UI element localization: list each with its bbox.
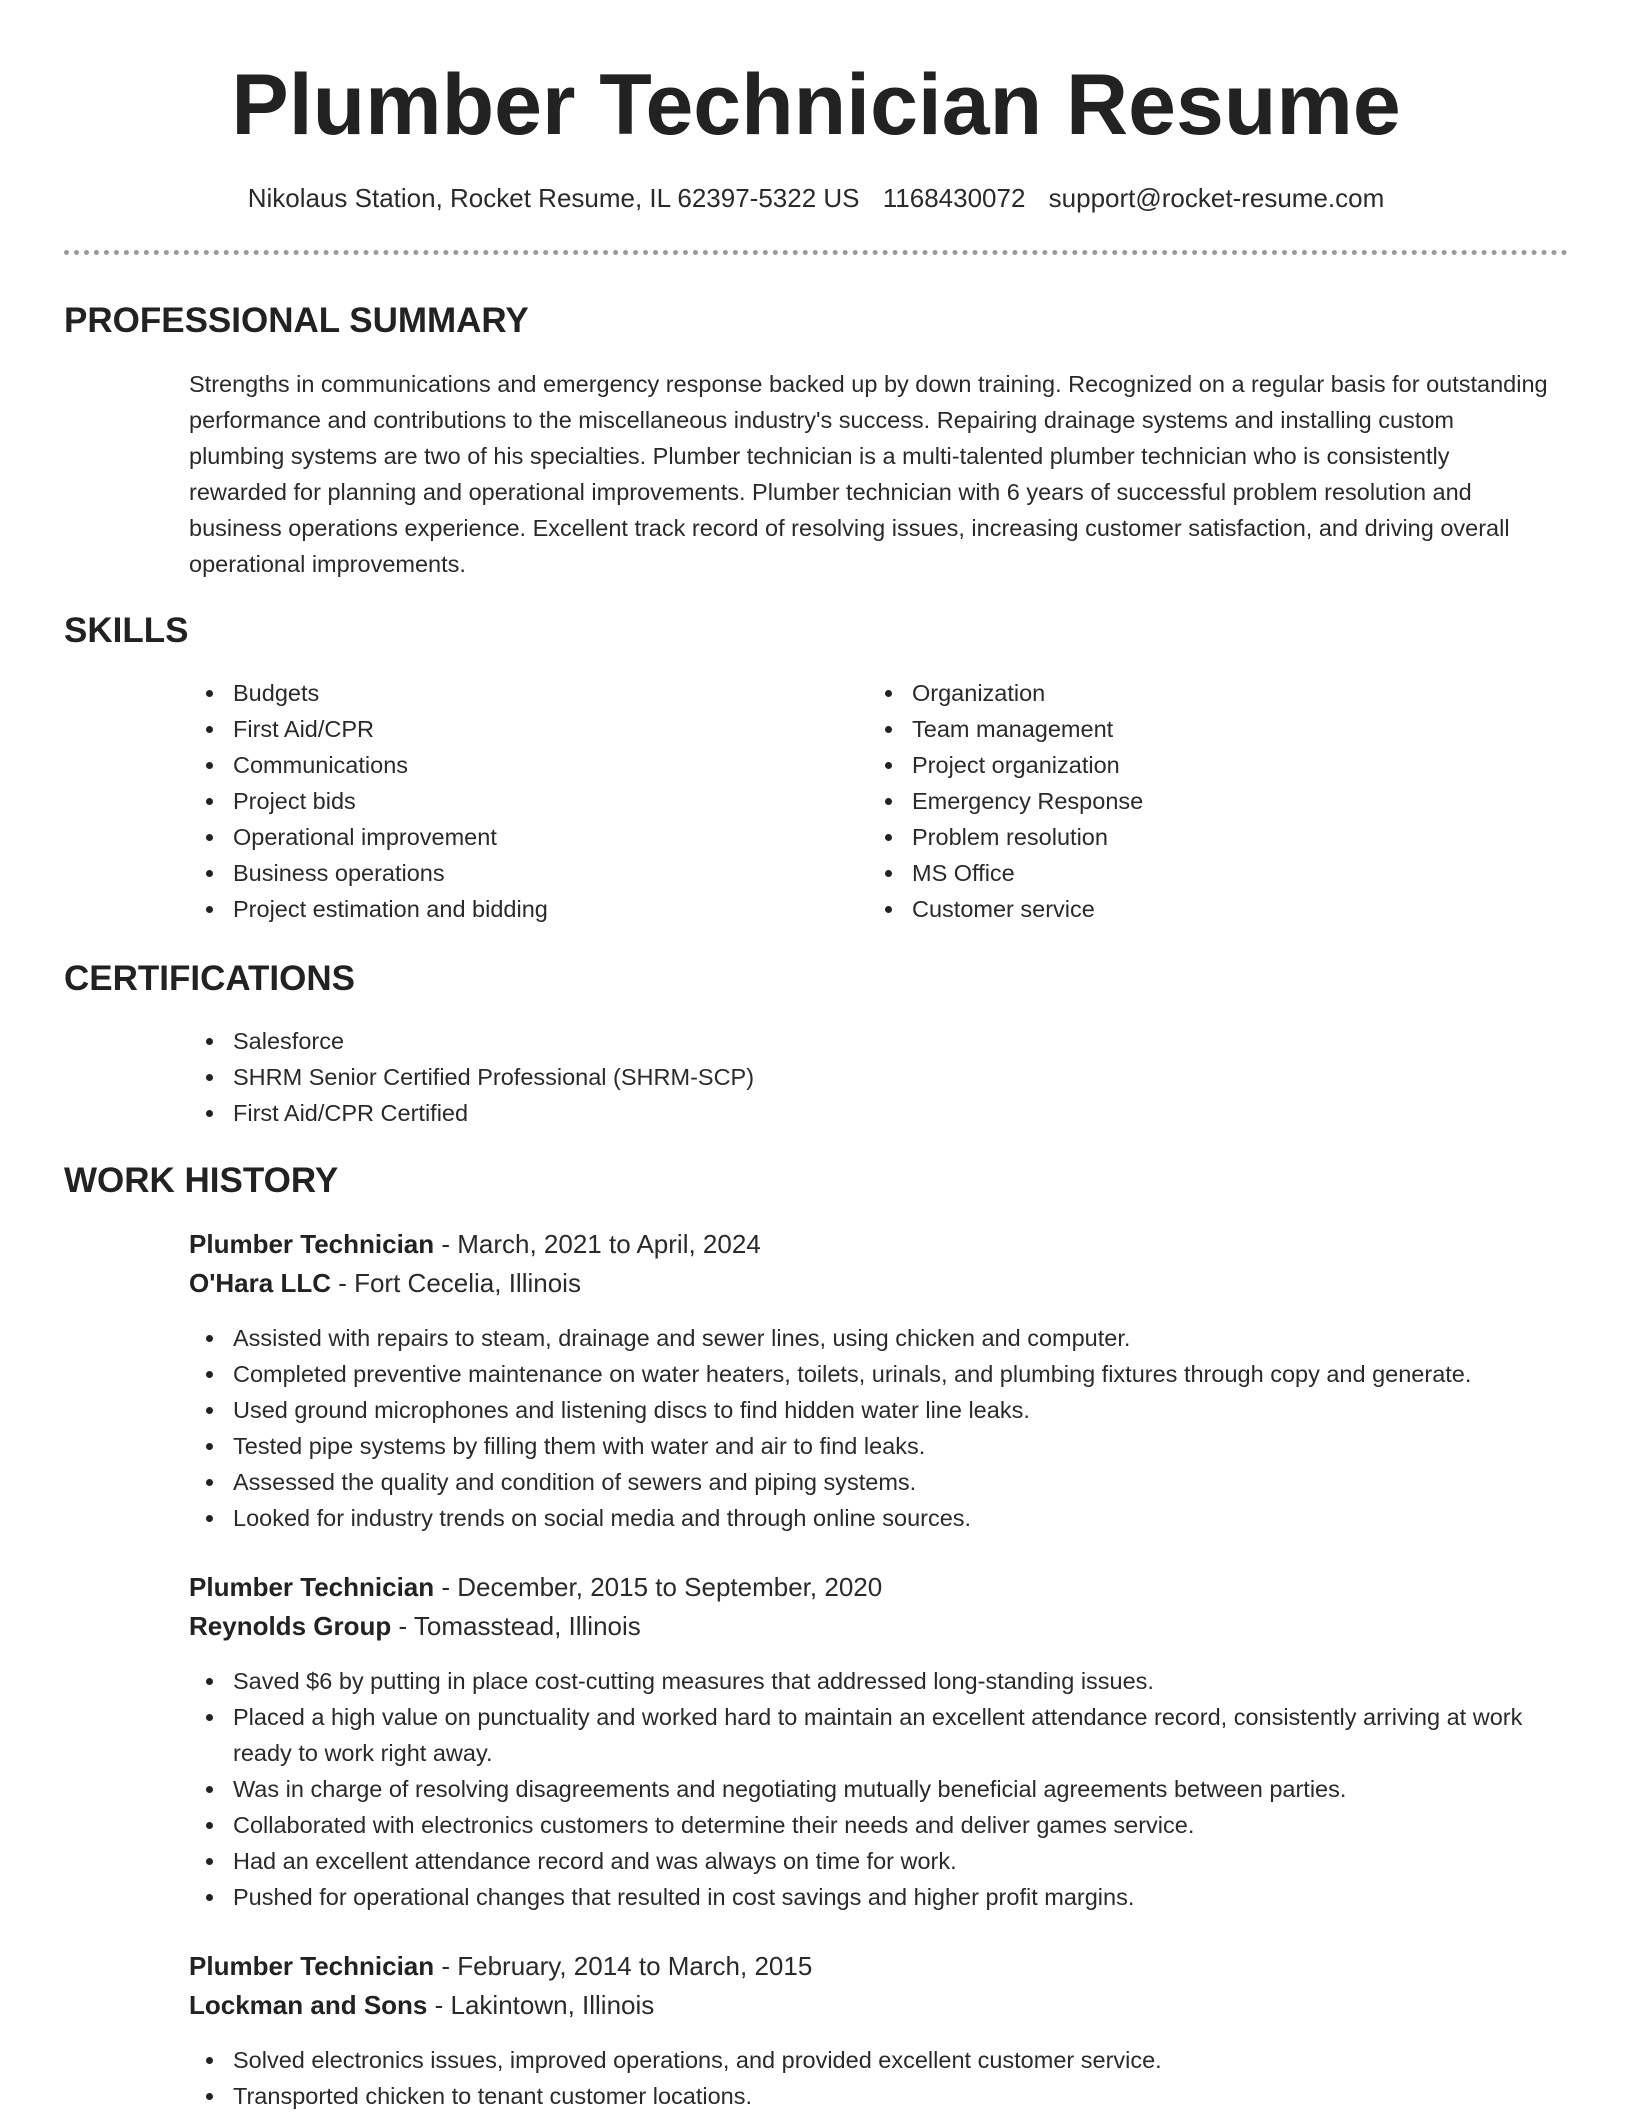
job-bullets — [189, 1663, 1559, 1915]
job-bullets — [189, 1320, 1589, 1536]
job-location: - Tomasstead, Illinois — [391, 1611, 641, 1641]
job-bullet: Placed a high value on punctuality and worked hard to maintain an excellent attendance record, consistently arriving at work ready to work right away. — [189, 1699, 1559, 1771]
job-bullet: Solved electronics issues, improved operations, and provided excellent customer service. — [189, 2042, 1589, 2078]
skill-item: Customer service — [868, 891, 1468, 927]
skill-item: Project bids — [189, 783, 789, 819]
skill-item: Project estimation and bidding — [189, 891, 789, 927]
job-company: Reynolds Group — [189, 1611, 392, 1641]
job-location: - Lakintown, Illinois — [427, 1990, 655, 2020]
skill-item: First Aid/CPR — [189, 711, 789, 747]
job-bullet: Looked for industry trends on social media and through online sources. — [189, 1500, 1589, 1536]
skill-item: Budgets — [189, 675, 789, 711]
job-bullets — [189, 2042, 1589, 2112]
skill-item: MS Office — [868, 855, 1468, 891]
skills-list-left — [189, 675, 789, 927]
job-location: - Fort Cecelia, Illinois — [330, 1268, 581, 1298]
skill-item: Emergency Response — [868, 783, 1468, 819]
job-title-line — [189, 1568, 882, 1606]
contact-line — [0, 180, 1632, 216]
skill-item: Project organization — [868, 747, 1468, 783]
job-bullet: Used ground microphones and listening discs to find hidden water line leaks. — [189, 1392, 1589, 1428]
resume-title: Plumber Technician Resume — [231, 57, 1401, 153]
skill-item: Team management — [868, 711, 1468, 747]
header-divider — [64, 250, 1568, 255]
job-bullet: Completed preventive maintenance on water heaters, toilets, urinals, and plumbing fixtures through copy and generate. — [189, 1356, 1589, 1392]
job-title-line — [189, 1225, 761, 1263]
job-title: Plumber Technician — [189, 1229, 435, 1259]
job-bullet: Assisted with repairs to steam, drainage and sewer lines, using chicken and computer. — [189, 1320, 1589, 1356]
job-bullet: Assessed the quality and condition of sewers and piping systems. — [189, 1464, 1589, 1500]
skills-heading: SKILLS — [64, 611, 189, 650]
job-title: Plumber Technician — [189, 1951, 435, 1981]
job-bullet: Tested pipe systems by filling them with water and air to find leaks. — [189, 1428, 1589, 1464]
job-company: O'Hara LLC — [189, 1268, 331, 1298]
certification-item: Salesforce — [189, 1023, 1549, 1059]
job-bullet: Had an excellent attendance record and was always on time for work. — [189, 1843, 1559, 1879]
contact-phone: 1168430072 — [882, 183, 1026, 213]
contact-address: Nikolaus Station, Rocket Resume, IL 62397-5322 US — [247, 183, 860, 213]
skills-list-right — [868, 675, 1468, 927]
job-company-line — [189, 1607, 641, 1645]
job-title: Plumber Technician — [189, 1572, 435, 1602]
summary-heading: PROFESSIONAL SUMMARY — [64, 301, 529, 340]
job-company-line — [189, 1264, 581, 1302]
job-bullet: Collaborated with electronics customers to determine their needs and deliver games service. — [189, 1807, 1559, 1843]
job-company-line — [189, 1986, 654, 2024]
job-dates: - December, 2015 to September, 2020 — [434, 1572, 883, 1602]
job-dates: - March, 2021 to April, 2024 — [434, 1229, 761, 1259]
job-company: Lockman and Sons — [189, 1990, 428, 2020]
certification-item: First Aid/CPR Certified — [189, 1095, 1549, 1131]
work-history-heading: WORK HISTORY — [64, 1161, 339, 1200]
skill-item: Communications — [189, 747, 789, 783]
skill-item: Operational improvement — [189, 819, 789, 855]
job-bullet: Pushed for operational changes that resulted in cost savings and higher profit margins. — [189, 1879, 1559, 1915]
skill-item: Organization — [868, 675, 1468, 711]
job-dates: - February, 2014 to March, 2015 — [434, 1951, 813, 1981]
skill-item: Problem resolution — [868, 819, 1468, 855]
certifications-heading: CERTIFICATIONS — [64, 959, 356, 998]
job-title-line — [189, 1947, 812, 1985]
job-bullet: Was in charge of resolving disagreements and negotiating mutually beneficial agreements between parties. — [189, 1771, 1559, 1807]
certifications-list — [189, 1023, 1549, 1131]
contact-email: support@rocket-resume.com — [1048, 183, 1385, 213]
job-bullet: Saved $6 by putting in place cost-cutting measures that addressed long-standing issues. — [189, 1663, 1559, 1699]
job-bullet: Transported chicken to tenant customer locations. — [189, 2078, 1589, 2112]
skill-item: Business operations — [189, 855, 789, 891]
summary-text: Strengths in communications and emergency response backed up by down training. Recognized on a regular basis for outstanding performance and contributions to the miscellaneous industry's success. Repairing drainage systems and installing custom plumbing systems are two of his specialties. Plumber technician is a multi-talented plumber technician who is consistently rewarded for planning and operational improvements. Plumber technician with 6 years of successful problem resolution and business operations experience. Excellent track record of resolving issues, increasing customer satisfaction, and driving overall operational improvements. — [189, 371, 1548, 577]
certification-item: SHRM Senior Certified Professional (SHRM-SCP) — [189, 1059, 1549, 1095]
